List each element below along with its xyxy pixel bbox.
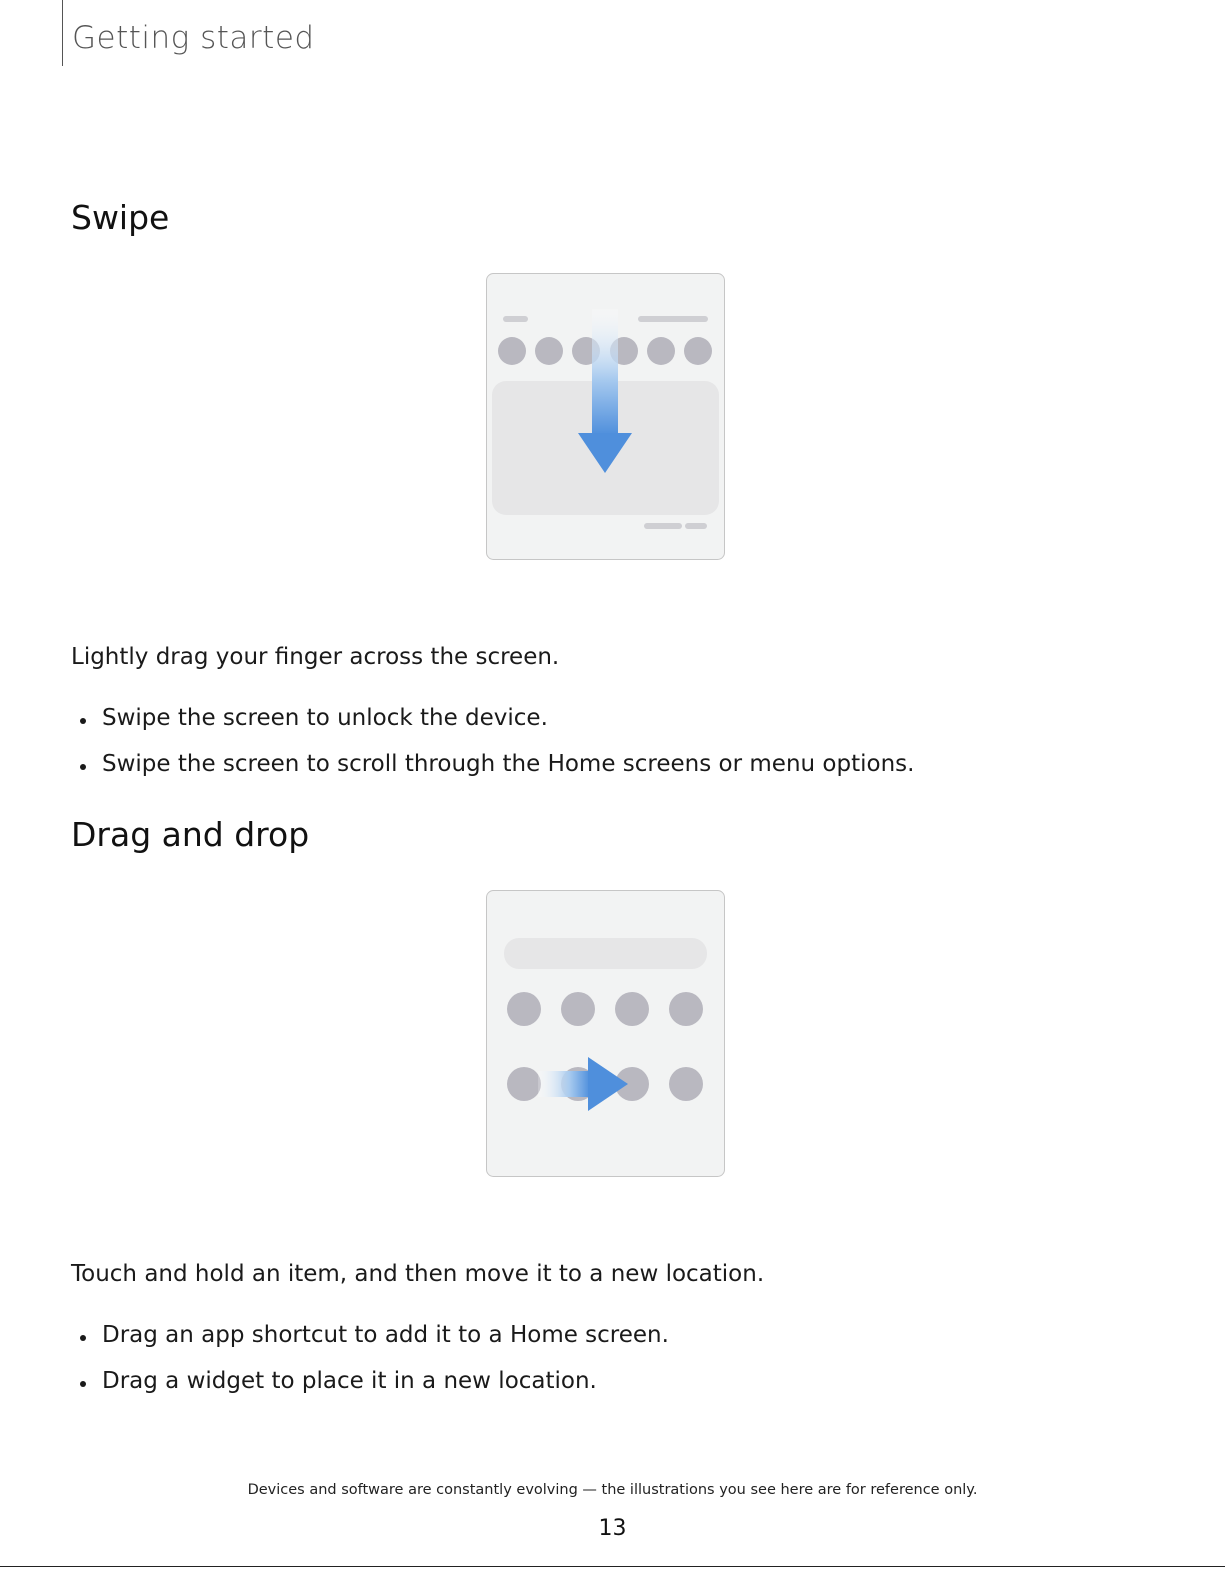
footer-disclaimer: Devices and software are constantly evolving — the illustrations you see here are for reference only.	[247, 1482, 978, 1498]
swipe-description: Lightly drag your finger across the screen.	[71, 644, 560, 670]
swipe-illustration	[486, 273, 726, 561]
header-divider	[62, 0, 63, 66]
drag-drop-description: Touch and hold an item, and then move it to a new location.	[71, 1261, 765, 1287]
bottom-divider	[0, 1566, 1225, 1567]
drag-drop-bullet-list	[71, 1321, 669, 1413]
page-header-title: Getting started	[72, 20, 315, 56]
drag-drop-heading: Drag and drop	[71, 815, 310, 854]
page-number: 13	[598, 1516, 627, 1541]
list-item: Swipe the screen to scroll through the Home screens or menu options.	[71, 750, 914, 796]
drag-drop-illustration	[486, 890, 726, 1178]
swipe-heading: Swipe	[71, 198, 170, 237]
list-item: Drag a widget to place it in a new location.	[71, 1367, 669, 1413]
list-item: Swipe the screen to unlock the device.	[71, 704, 914, 750]
list-item: Drag an app shortcut to add it to a Home screen.	[71, 1321, 669, 1367]
swipe-bullet-list	[71, 704, 914, 796]
